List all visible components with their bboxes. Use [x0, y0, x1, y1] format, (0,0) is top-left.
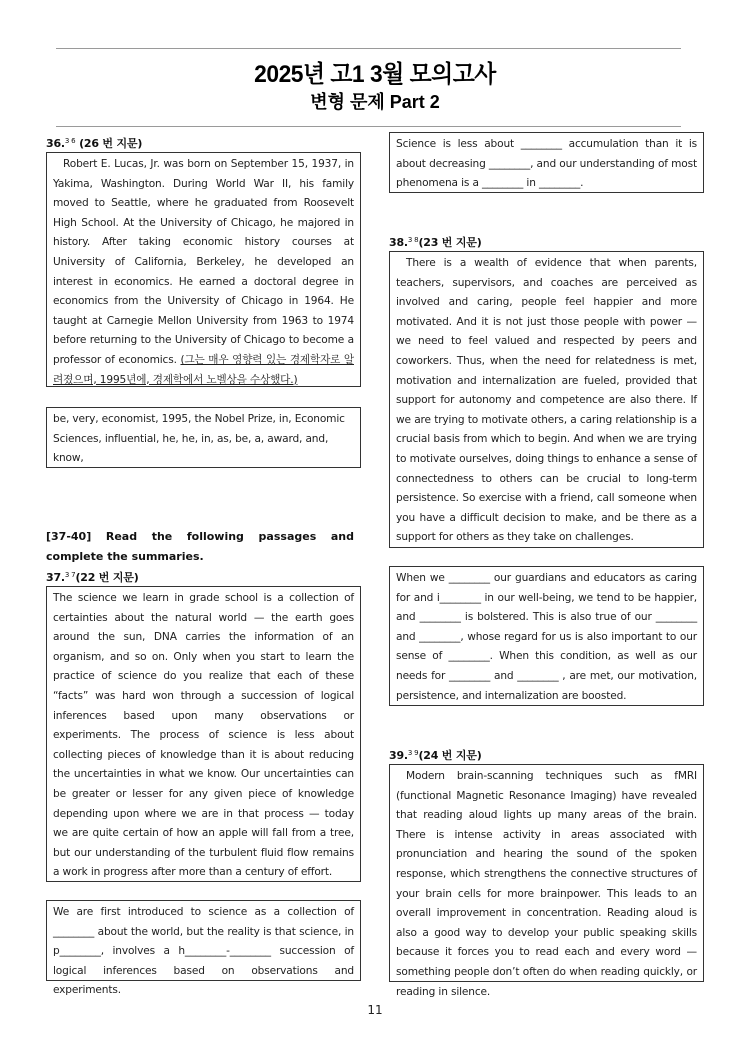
question-38-summary-box — [389, 566, 704, 706]
question-37-passage: The science we learn in grade school is a collection of certainties about the natural world — the earth goes around the sun, DNA carries the information of an organism, and so on. Only when you start to learn the practice of science do you realize that each of these “facts” was hard won through a succession of logical inferences based upon many observations or experiments. The process of science is less about collecting pieces of knowledge than it is about reducing the uncertainties in what we know. Our uncertainties can be greater or lesser for any given piece of knowledge depending upon where we are in that process — today we are quite certain of how an apple will fall from a tree, but our understanding of the turbulent fluid flow remains a work in progress after more than a century of effort. — [53, 592, 354, 879]
question-source: (24 번 지문) — [418, 749, 482, 762]
question-39-passage-box — [389, 764, 704, 998]
passage-english-text: Robert E. Lucas, Jr. was born on September 15, 1937, in Yakima, Washington. During World War II, his family moved to Seattle, where he graduated from Roosevelt High School. At the University of Chicago, he majored in history. After taking economic history courses at University of California, Berkeley, he developed an interest in economics. He earned a doctoral degree in economics from the University of Chicago in 1964. He taught at Carnegie Mellon University from 1963 to 1974 before returning to the University of Chicago to become a professor of economics. — [53, 158, 354, 366]
question-superscript: 3 8 — [407, 236, 419, 244]
question-number: 38. — [389, 236, 408, 249]
page-subtitle: 변형 문제 Part 2 — [310, 92, 440, 112]
summary-text: When we ________ our guardians and educators as caring for and i________ in our well-being, we tend to be happier, and ________ is bolstered. This is also true of our ________ and ________, whose regard for us is also important to our sense of ________. When this condition, as well as our needs for ________ and ________ , are met, our motivation, persistence, and internalization are boosted. — [396, 572, 697, 702]
question-source: (23 번 지문) — [418, 236, 482, 249]
page-title: 2025년 고1 3월 모의고사 — [254, 61, 496, 88]
summary-text: We are first introduced to science as a collection of ________ about the world, but the reality is that science, in p________, involves a h________-________ succession of logical inferences based on observations and experiments. — [53, 906, 354, 997]
passage-korean-underlined: (그는 매우 영향력 있는 경제학자로 알려졌으며, 1995년에, 경제학에서 노벨상을 수상했다.) — [53, 353, 354, 386]
question-37-heading — [46, 569, 139, 585]
question-36-heading — [46, 135, 142, 151]
question-superscript: 3 6 — [64, 137, 76, 145]
question-number: 37. — [46, 571, 65, 584]
summary-text: Science is less about ________ accumulation than it is about decreasing ________, and our understanding of most phenomena is a ________ in ________. — [396, 138, 697, 190]
question-36-passage-box — [46, 152, 361, 387]
question-38-heading — [389, 234, 482, 250]
question-37-summary-box-1 — [46, 900, 361, 997]
question-source: (22 번 지문) — [75, 571, 139, 584]
question-38-passage-box — [389, 251, 704, 548]
question-superscript: 3 7 — [64, 571, 76, 579]
question-39-passage: Modern brain-scanning techniques such as fMRI (functional Magnetic Resonance Imaging) have revealed that reading aloud lights up many areas of the brain. There is intense activity in areas associated with pronunciation and hearing the sound of the spoken response, which strengthens the connective structures of your brain cells for more brainpower. This leads to an overall improvement in concentration. Reading aloud is also a good way to develop your public speaking skills because it forces you to read each and every word — something people don’t often do when reading quickly, or reading in silence. — [396, 770, 697, 998]
page-number: 11 — [367, 1003, 383, 1017]
question-number: 39. — [389, 749, 408, 762]
question-38-passage: There is a wealth of evidence that when parents, teachers, supervisors, and coaches are perceived as involved and caring, people feel happier and more motivated. And it is not just those people with power — we need to feel valued and respected by peers and coworkers. Thus, when the need for relatedness is met, motivation and internalization are fueled, provided that support for autonomy and competence are also there. If we are trying to motivate others, a caring relationship is a crucial basis from which to begin. And when we are trying to motivate ourselves, doing things to enhance a sense of connectedness to others can be crucial to long-term persistence. So exercise with a friend, call someone when you have a difficult decision to make, and be there as a support for others as they take on challenges. — [396, 257, 697, 544]
question-superscript: 3 9 — [407, 749, 419, 757]
question-36-word-bank — [46, 407, 361, 468]
question-number: 36. — [46, 137, 65, 150]
question-source: (26 번 지문) — [75, 137, 143, 150]
section-instructions: [37-40] Read the following passages and complete the summaries. — [46, 530, 354, 563]
question-37-summary-box-2 — [389, 132, 704, 193]
question-39-heading — [389, 747, 482, 763]
header-top-rule — [56, 48, 681, 49]
question-37-passage-box — [46, 586, 361, 882]
word-bank-text: be, very, economist, 1995, the Nobel Prize, in, Economic Sciences, influential, he, he, in, as, be, a, award, and, know, — [53, 413, 345, 465]
question-36-passage — [53, 155, 354, 390]
header-bottom-rule — [56, 126, 681, 127]
